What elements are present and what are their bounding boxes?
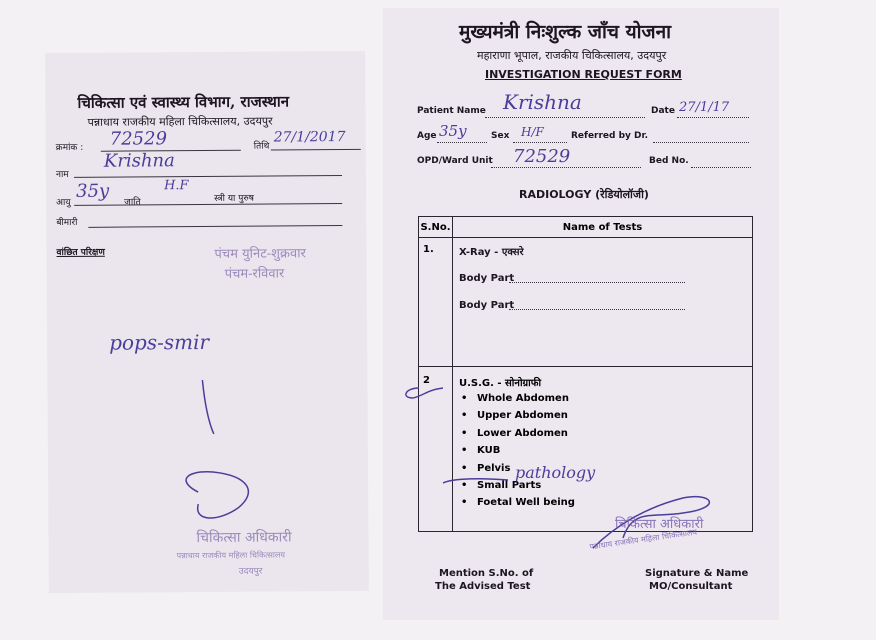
footer-right-line1: Signature & Name bbox=[645, 568, 749, 579]
naam-value: Krishna bbox=[103, 150, 175, 172]
opd-value: 72529 bbox=[513, 146, 571, 167]
usg-item: • Whole Abdomen bbox=[459, 393, 752, 410]
xray-label: X-Ray - एक्सरे bbox=[459, 247, 524, 258]
usg-item: • Small Parts bbox=[459, 480, 752, 497]
vanchhit-label: वांछित परिक्षण bbox=[56, 247, 105, 259]
usg-item: • Pelvis bbox=[459, 463, 752, 480]
sno-header: S.No. bbox=[419, 217, 453, 238]
officer-stamp-line2: पन्नाधाय राजकीय महिला चिकित्सालय bbox=[176, 550, 286, 561]
body-part-label-2: Body Part bbox=[459, 300, 515, 311]
body-part-label-1: Body Part bbox=[459, 273, 515, 284]
footer-left-line1: Mention S.No. of bbox=[439, 568, 534, 579]
age-label: Age bbox=[417, 131, 437, 141]
left-pen-marks bbox=[45, 51, 369, 593]
patient-name-label: Patient Name bbox=[417, 106, 486, 116]
naam-label: नाम bbox=[55, 169, 69, 181]
pen-stroke bbox=[202, 380, 213, 434]
form-title: INVESTIGATION REQUEST FORM bbox=[485, 68, 682, 81]
aayu-label: आयु bbox=[56, 197, 71, 209]
sex-label: Sex bbox=[491, 131, 510, 141]
officer-stamp-line1: चिकित्सा अधिकारी bbox=[615, 517, 704, 532]
bed-label: Bed No. bbox=[649, 156, 689, 166]
usg-item: • Upper Abdomen bbox=[459, 410, 752, 427]
scheme-title: मुख्यमंत्री निःशुल्क जाँच योजना bbox=[459, 21, 672, 43]
officer-stamp-line3: उदयपुर bbox=[238, 566, 263, 577]
jaati-label: जाति bbox=[124, 197, 141, 208]
investigation-request-form bbox=[383, 8, 779, 620]
usg-item: • Lower Abdomen bbox=[459, 428, 752, 445]
unit-stamp-line1: पंचम युनिट-शुक्रवार bbox=[214, 246, 306, 262]
kramank-label: क्रमांक : bbox=[55, 142, 84, 154]
officer-stamp-line2: पन्नाधाय राजकीय महिला चिकित्सालय bbox=[588, 527, 698, 552]
bimari-label: बीमारी bbox=[56, 217, 78, 229]
usg-item: • KUB bbox=[459, 445, 752, 462]
tithi-label: तिथि bbox=[253, 141, 270, 152]
sex-value: H/F bbox=[521, 125, 544, 139]
officer-stamp-line1: चिकित्सा अधिकारी bbox=[196, 529, 292, 547]
unit-stamp-line2: पंचम-रविवार bbox=[224, 266, 285, 282]
tick-mark-pelvis bbox=[443, 479, 508, 483]
footer-left-line2: The Advised Test bbox=[435, 581, 531, 592]
date-value: 27/1/17 bbox=[679, 100, 730, 115]
kramank-value: 72529 bbox=[109, 128, 168, 150]
test-name-header: Name of Tests bbox=[453, 217, 753, 238]
date-label: Date bbox=[651, 106, 675, 116]
tick-mark-usg bbox=[406, 388, 443, 398]
pelvis-note: pathology bbox=[515, 463, 596, 482]
age-value: 35y bbox=[439, 122, 467, 140]
usg-item: • Foetal Well being bbox=[459, 497, 752, 514]
footer-right-line2: MO/Consultant bbox=[649, 581, 733, 592]
opd-label: OPD/Ward Unit bbox=[417, 156, 493, 166]
section-title: RADIOLOGY (रेडियोलॉजी) bbox=[519, 188, 649, 201]
jaati-value: H.F bbox=[163, 178, 189, 194]
hospital-name: महाराणा भूपाल, राजकीय चिकित्सालय, उदयपुर bbox=[477, 49, 667, 62]
hospital-slip bbox=[45, 51, 369, 593]
usg-label: U.S.G. - सोनोग्राफी bbox=[459, 378, 542, 389]
referred-label: Referred by Dr. bbox=[571, 131, 649, 141]
patient-name-value: Krishna bbox=[503, 90, 582, 114]
slip-title: चिकित्सा एवं स्वास्थ्य विभाग, राजस्थान bbox=[77, 92, 290, 112]
usg-sno: 2 bbox=[419, 367, 453, 532]
right-pen-marks bbox=[383, 8, 779, 620]
aayu-value: 35y bbox=[76, 180, 110, 202]
xray-sno: 1. bbox=[419, 238, 453, 367]
slip-subtitle: पन्नाधाय राजकीय महिला चिकित्सालय, उदयपुर bbox=[87, 114, 273, 129]
tithi-value: 27/1/2017 bbox=[273, 129, 346, 146]
signature-mark bbox=[186, 471, 249, 518]
handwritten-note: pops-smir bbox=[109, 329, 210, 355]
gender-label: स्त्री या पुरुष bbox=[214, 193, 254, 204]
